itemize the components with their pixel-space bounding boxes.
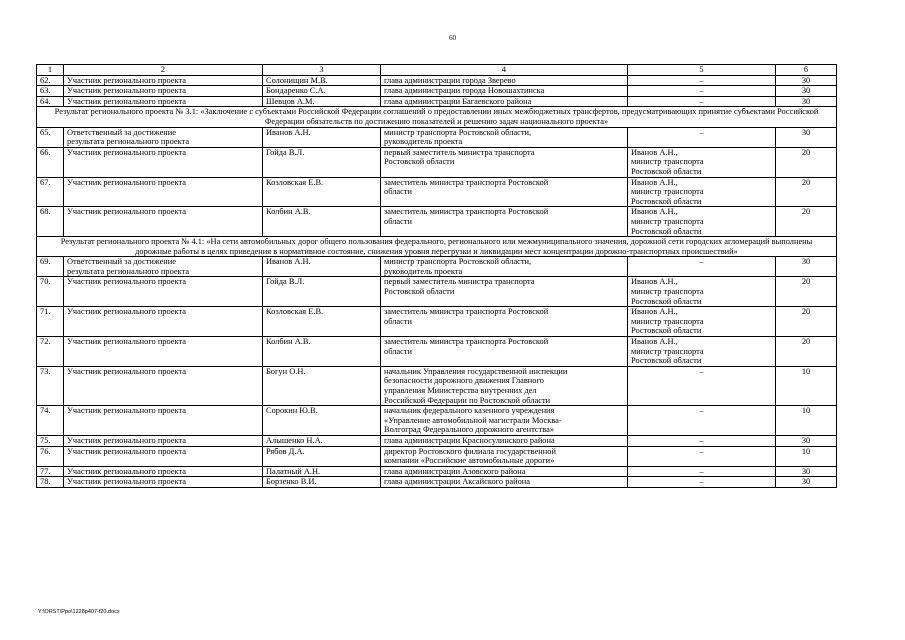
name-cell: Бондаренко С.А. <box>263 86 381 97</box>
table-row <box>37 277 837 307</box>
approver-cell: – <box>628 435 776 446</box>
role-cell: Участник регионального проекта <box>64 307 263 337</box>
share-cell: 10 <box>776 406 837 436</box>
name-cell: Гойда В.Л. <box>263 147 381 177</box>
name-cell: Гойда В.Л. <box>263 277 381 307</box>
table-row <box>37 477 837 488</box>
table-row <box>37 406 837 436</box>
row-number: 72. <box>37 337 64 367</box>
share-cell: 20 <box>776 207 837 237</box>
table-row <box>37 86 837 97</box>
row-number: 76. <box>37 446 64 466</box>
row-number: 78. <box>37 477 64 488</box>
role-cell: Участник регионального проекта <box>64 477 263 488</box>
participants-table <box>36 64 837 488</box>
position-cell: начальник федерального казенного учреждения «Управление автомобильной магистрали Москва- Волгоград Федерального дорожного агентства» <box>381 406 628 436</box>
share-cell: 30 <box>776 477 837 488</box>
name-cell: Козловская Е.В. <box>263 177 381 207</box>
role-cell: Участник регионального проекта <box>64 207 263 237</box>
name-cell: Рябов Д.А. <box>263 446 381 466</box>
row-number: 63. <box>37 86 64 97</box>
position-cell: глава администрации Красносулинского района <box>381 435 628 446</box>
position-cell: заместитель министра транспорта Ростовской области <box>381 207 628 237</box>
role-cell: Участник регионального проекта <box>64 466 263 477</box>
approver-cell: – <box>628 96 776 107</box>
approver-cell: Иванов А.Н., министр транспорта Ростовской области <box>628 307 776 337</box>
name-cell: Иванов А.Н. <box>263 257 381 277</box>
header-cell: 2 <box>64 65 263 76</box>
name-cell: Колбин А.В. <box>263 337 381 367</box>
position-cell: министр транспорта Ростовской области, руководитель проекта <box>381 127 628 147</box>
row-number: 75. <box>37 435 64 446</box>
role-cell: Участник регионального проекта <box>64 96 263 107</box>
header-cell: 4 <box>381 65 628 76</box>
row-number: 68. <box>37 207 64 237</box>
table-row <box>37 127 837 147</box>
approver-cell: – <box>628 406 776 436</box>
approver-cell: – <box>628 477 776 488</box>
position-cell: глава администрации Аксайского района <box>381 477 628 488</box>
role-cell: Участник регионального проекта <box>64 75 263 86</box>
share-cell: 10 <box>776 446 837 466</box>
table-row <box>37 257 837 277</box>
position-cell: глава администрации Багаевского района <box>381 96 628 107</box>
name-cell: Козловская Е.В. <box>263 307 381 337</box>
name-cell: Колбин А.В. <box>263 207 381 237</box>
name-cell: Иванов А.Н. <box>263 127 381 147</box>
table-row <box>37 466 837 477</box>
table-header-row <box>37 65 837 76</box>
share-cell: 20 <box>776 177 837 207</box>
share-cell: 20 <box>776 337 837 367</box>
approver-cell: Иванов А.Н., министр транспорта Ростовской области <box>628 177 776 207</box>
result-heading-row <box>37 107 837 127</box>
position-cell: заместитель министра транспорта Ростовской области <box>381 337 628 367</box>
result-heading: Результат регионального проекта № 4.1: «На сети автомобильных дорог общего пользования федерального, регионального или межмуниципального значения, дорожной сети городских агломераций выполнены дорожные работы в целях приведения в нормативное состояние, снижения уровня перегрузки и ликвидации мест концентрации дорожно-транспортных происшествий» <box>37 237 837 257</box>
row-number: 70. <box>37 277 64 307</box>
header-cell: 5 <box>628 65 776 76</box>
name-cell: Борзенко В.И. <box>263 477 381 488</box>
position-cell: первый заместитель министра транспорта Ростовской области <box>381 277 628 307</box>
share-cell: 30 <box>776 86 837 97</box>
position-cell: заместитель министра транспорта Ростовской области <box>381 307 628 337</box>
share-cell: 20 <box>776 147 837 177</box>
position-cell: первый заместитель министра транспорта Ростовской области <box>381 147 628 177</box>
table-row <box>37 147 837 177</box>
table-row <box>37 75 837 86</box>
share-cell: 30 <box>776 96 837 107</box>
header-cell: 6 <box>776 65 837 76</box>
table-row <box>37 96 837 107</box>
row-number: 69. <box>37 257 64 277</box>
position-cell: глава администрации города Зверево <box>381 75 628 86</box>
result-heading: Результат регионального проекта № 3.1: «Заключение с субъектами Российской Федерации соглашений о предоставлении иных межбюджетных трансфертов, предусматривающих принятие субъектами Российской Федерации обязательств по достижению показателей и решению задач национального проекта» <box>37 107 837 127</box>
row-number: 65. <box>37 127 64 147</box>
role-cell: Участник регионального проекта <box>64 366 263 405</box>
approver-cell: Иванов А.Н., министр транспорта Ростовской области <box>628 277 776 307</box>
header-cell: 3 <box>263 65 381 76</box>
table-row <box>37 337 837 367</box>
name-cell: Солонищин М.В. <box>263 75 381 86</box>
row-number: 64. <box>37 96 64 107</box>
page-number: 60 <box>449 34 456 42</box>
row-number: 67. <box>37 177 64 207</box>
role-cell: Участник регионального проекта <box>64 147 263 177</box>
result-heading-row <box>37 237 837 257</box>
approver-cell: – <box>628 366 776 405</box>
row-number: 62. <box>37 75 64 86</box>
share-cell: 30 <box>776 435 837 446</box>
approver-cell: – <box>628 446 776 466</box>
share-cell: 30 <box>776 127 837 147</box>
role-cell: Участник регионального проекта <box>64 337 263 367</box>
share-cell: 10 <box>776 366 837 405</box>
name-cell: Сорокин Ю.В. <box>263 406 381 436</box>
name-cell: Палатный А.Н. <box>263 466 381 477</box>
table-row <box>37 435 837 446</box>
approver-cell: – <box>628 257 776 277</box>
position-cell: министр транспорта Ростовской области, руководитель проекта <box>381 257 628 277</box>
role-cell: Участник регионального проекта <box>64 277 263 307</box>
approver-cell: – <box>628 466 776 477</box>
file-path-footer: Y:\ORST\Ppo\1228p407-f20.docx <box>38 609 120 615</box>
position-cell: заместитель министра транспорта Ростовской области <box>381 177 628 207</box>
name-cell: Алышенко Н.А. <box>263 435 381 446</box>
share-cell: 20 <box>776 307 837 337</box>
row-number: 73. <box>37 366 64 405</box>
role-cell: Участник регионального проекта <box>64 406 263 436</box>
table-row <box>37 366 837 405</box>
role-cell: Участник регионального проекта <box>64 446 263 466</box>
row-number: 66. <box>37 147 64 177</box>
table-row <box>37 207 837 237</box>
name-cell: Богун О.Н. <box>263 366 381 405</box>
position-cell: директор Ростовского филиала государственной компании «Российские автомобильные дороги» <box>381 446 628 466</box>
share-cell: 30 <box>776 75 837 86</box>
name-cell: Шевцов А.М. <box>263 96 381 107</box>
role-cell: Ответственный за достижение результата регионального проекта <box>64 257 263 277</box>
table-row <box>37 177 837 207</box>
approver-cell: – <box>628 75 776 86</box>
row-number: 71. <box>37 307 64 337</box>
header-cell: 1 <box>37 65 64 76</box>
row-number: 77. <box>37 466 64 477</box>
approver-cell: – <box>628 86 776 97</box>
table-row <box>37 446 837 466</box>
role-cell: Участник регионального проекта <box>64 177 263 207</box>
approver-cell: Иванов А.Н., министр транспорта Ростовской области <box>628 337 776 367</box>
position-cell: глава администрации города Новошахтинска <box>381 86 628 97</box>
role-cell: Ответственный за достижение результата регионального проекта <box>64 127 263 147</box>
share-cell: 30 <box>776 466 837 477</box>
approver-cell: – <box>628 127 776 147</box>
row-number: 74. <box>37 406 64 436</box>
approver-cell: Иванов А.Н., министр транспорта Ростовской области <box>628 207 776 237</box>
approver-cell: Иванов А.Н., министр транспорта Ростовской области <box>628 147 776 177</box>
role-cell: Участник регионального проекта <box>64 435 263 446</box>
position-cell: глава администрации Азовского района <box>381 466 628 477</box>
position-cell: начальник Управления государственной инспекции безопасности дорожного движения Главного управления Министерства внутренних дел Российской Федерации по Ростовской области <box>381 366 628 405</box>
share-cell: 20 <box>776 277 837 307</box>
role-cell: Участник регионального проекта <box>64 86 263 97</box>
share-cell: 30 <box>776 257 837 277</box>
table-row <box>37 307 837 337</box>
